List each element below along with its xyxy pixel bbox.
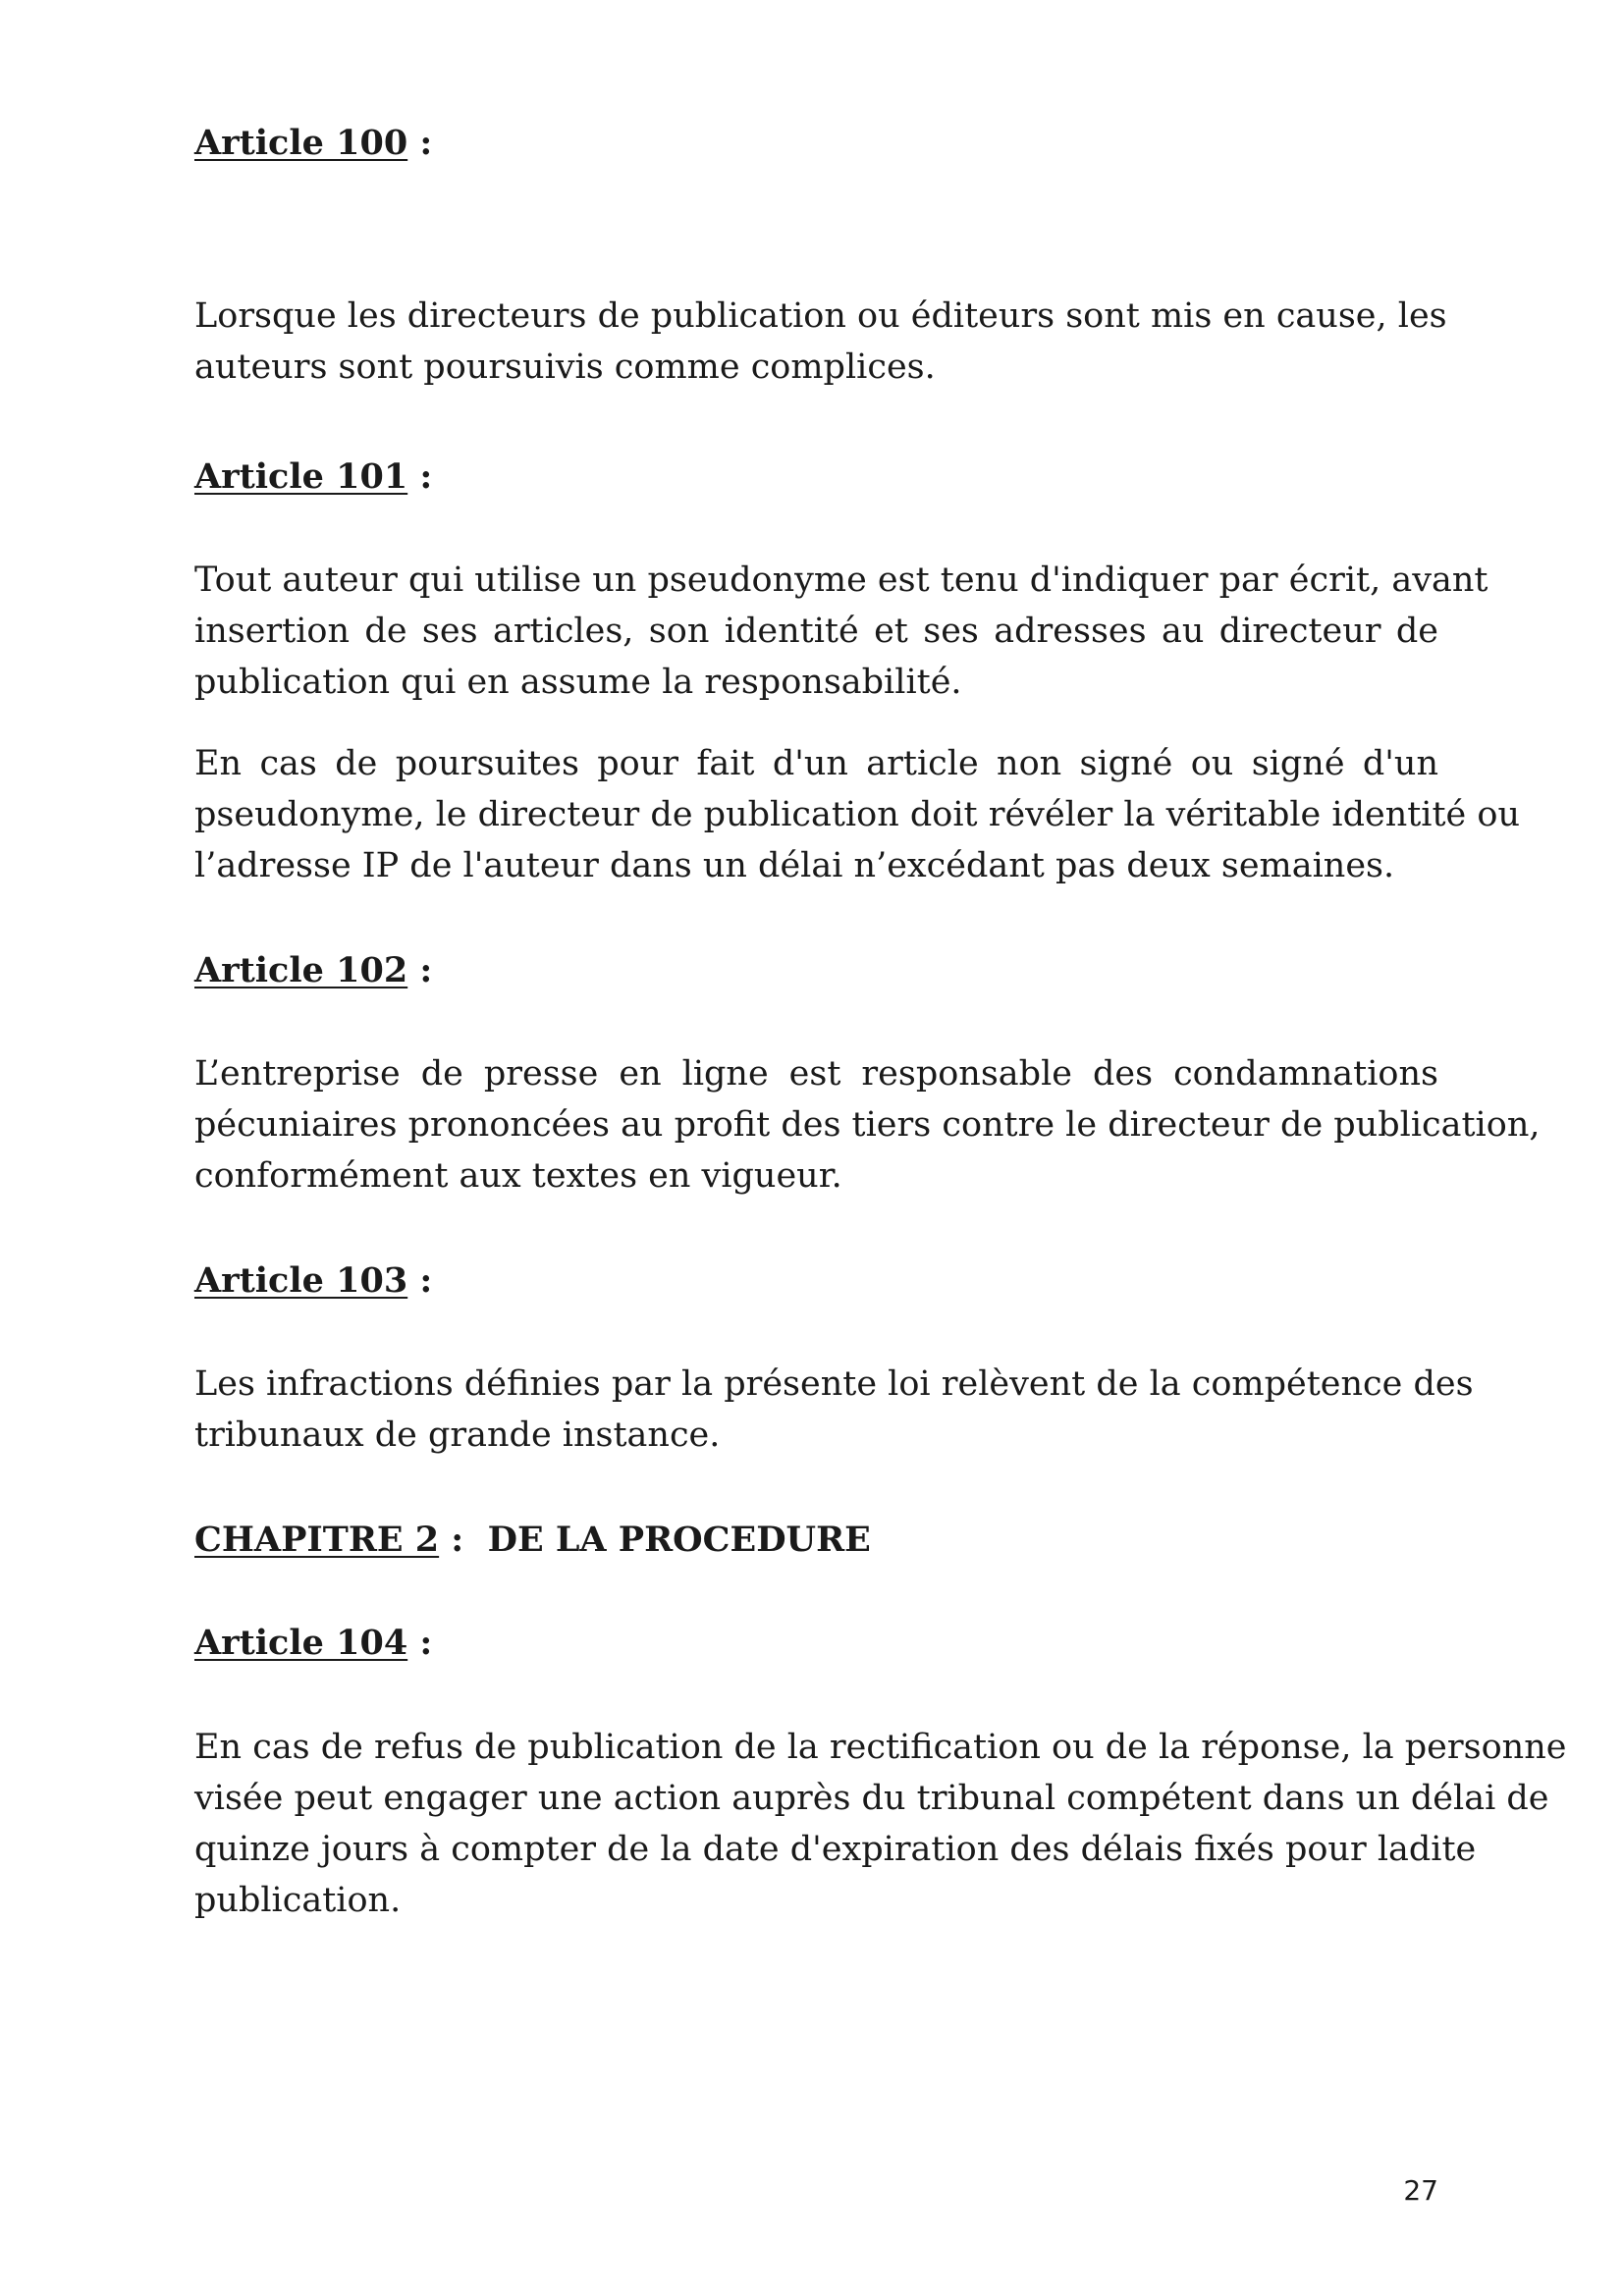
text-line: conformément aux textes en vigueur.: [194, 1156, 842, 1196]
article-suffix: :: [407, 456, 433, 497]
chapter-label: CHAPITRE 2: [194, 1520, 440, 1560]
chapter-heading: [194, 1515, 1438, 1566]
text-line: Lorsque les directeurs de publication ou éditeurs sont mis en cause, les: [194, 296, 1447, 336]
text-line: Tout auteur qui utilise un pseudonyme est tenu d'indiquer par écrit, avant: [194, 561, 1488, 600]
text-line: auteurs sont poursuivis comme complices.: [194, 347, 936, 387]
text-line: En cas de poursuites pour fait d'un article non signé ou signé d'un: [194, 744, 1438, 783]
text-line: publication.: [194, 1881, 402, 1920]
article-101-paragraph-2: [194, 738, 1521, 891]
article-104-heading: [194, 1618, 1438, 1669]
article-103-paragraph: [194, 1359, 1474, 1461]
text-line: visée peut engager une action auprès du tribunal compétent dans un délai de: [194, 1779, 1549, 1818]
article-label: Article 103: [194, 1260, 408, 1301]
article-100-paragraph: [194, 291, 1447, 393]
page-number: 27: [1403, 2174, 1438, 2207]
text-line: En cas de refus de publication de la rectification ou de la réponse, la personne: [194, 1728, 1567, 1767]
text-line: pécuniaires prononcées au profit des tiers contre le directeur de publication,: [194, 1105, 1541, 1145]
article-label: Article 102: [194, 950, 408, 990]
article-suffix: :: [407, 123, 433, 163]
text-line: L’entreprise de presse en ligne est responsable des condamnations: [194, 1054, 1438, 1094]
article-label: Article 101: [194, 456, 408, 497]
text-line: publication qui en assume la responsabilité.: [194, 663, 962, 702]
article-label: Article 104: [194, 1623, 408, 1663]
article-103-heading: [194, 1255, 1438, 1307]
text-line: Les infractions définies par la présente loi relèvent de la compétence des: [194, 1364, 1474, 1404]
article-102-heading: [194, 945, 1438, 996]
article-102-paragraph: [194, 1048, 1541, 1201]
text-line: quinze jours à compter de la date d'expiration des délais fixés pour ladite: [194, 1830, 1477, 1869]
text-line: tribunaux de grande instance.: [194, 1415, 721, 1455]
article-104-paragraph: [194, 1722, 1567, 1926]
article-100-heading: [194, 118, 1438, 169]
text-line: insertion de ses articles, son identité et ses adresses au directeur de: [194, 612, 1438, 651]
article-101-heading: [194, 452, 1438, 503]
article-101-paragraph-1: [194, 555, 1488, 708]
article-suffix: :: [407, 1260, 433, 1301]
article-suffix: :: [407, 1623, 433, 1663]
text-line: l’adresse IP de l'auteur dans un délai n’excédant pas deux semaines.: [194, 846, 1395, 885]
chapter-title: : DE LA PROCEDURE: [439, 1520, 871, 1560]
article-suffix: :: [407, 950, 433, 990]
text-line: pseudonyme, le directeur de publication doit révéler la véritable identité ou: [194, 795, 1521, 834]
article-label: Article 100: [194, 123, 408, 163]
